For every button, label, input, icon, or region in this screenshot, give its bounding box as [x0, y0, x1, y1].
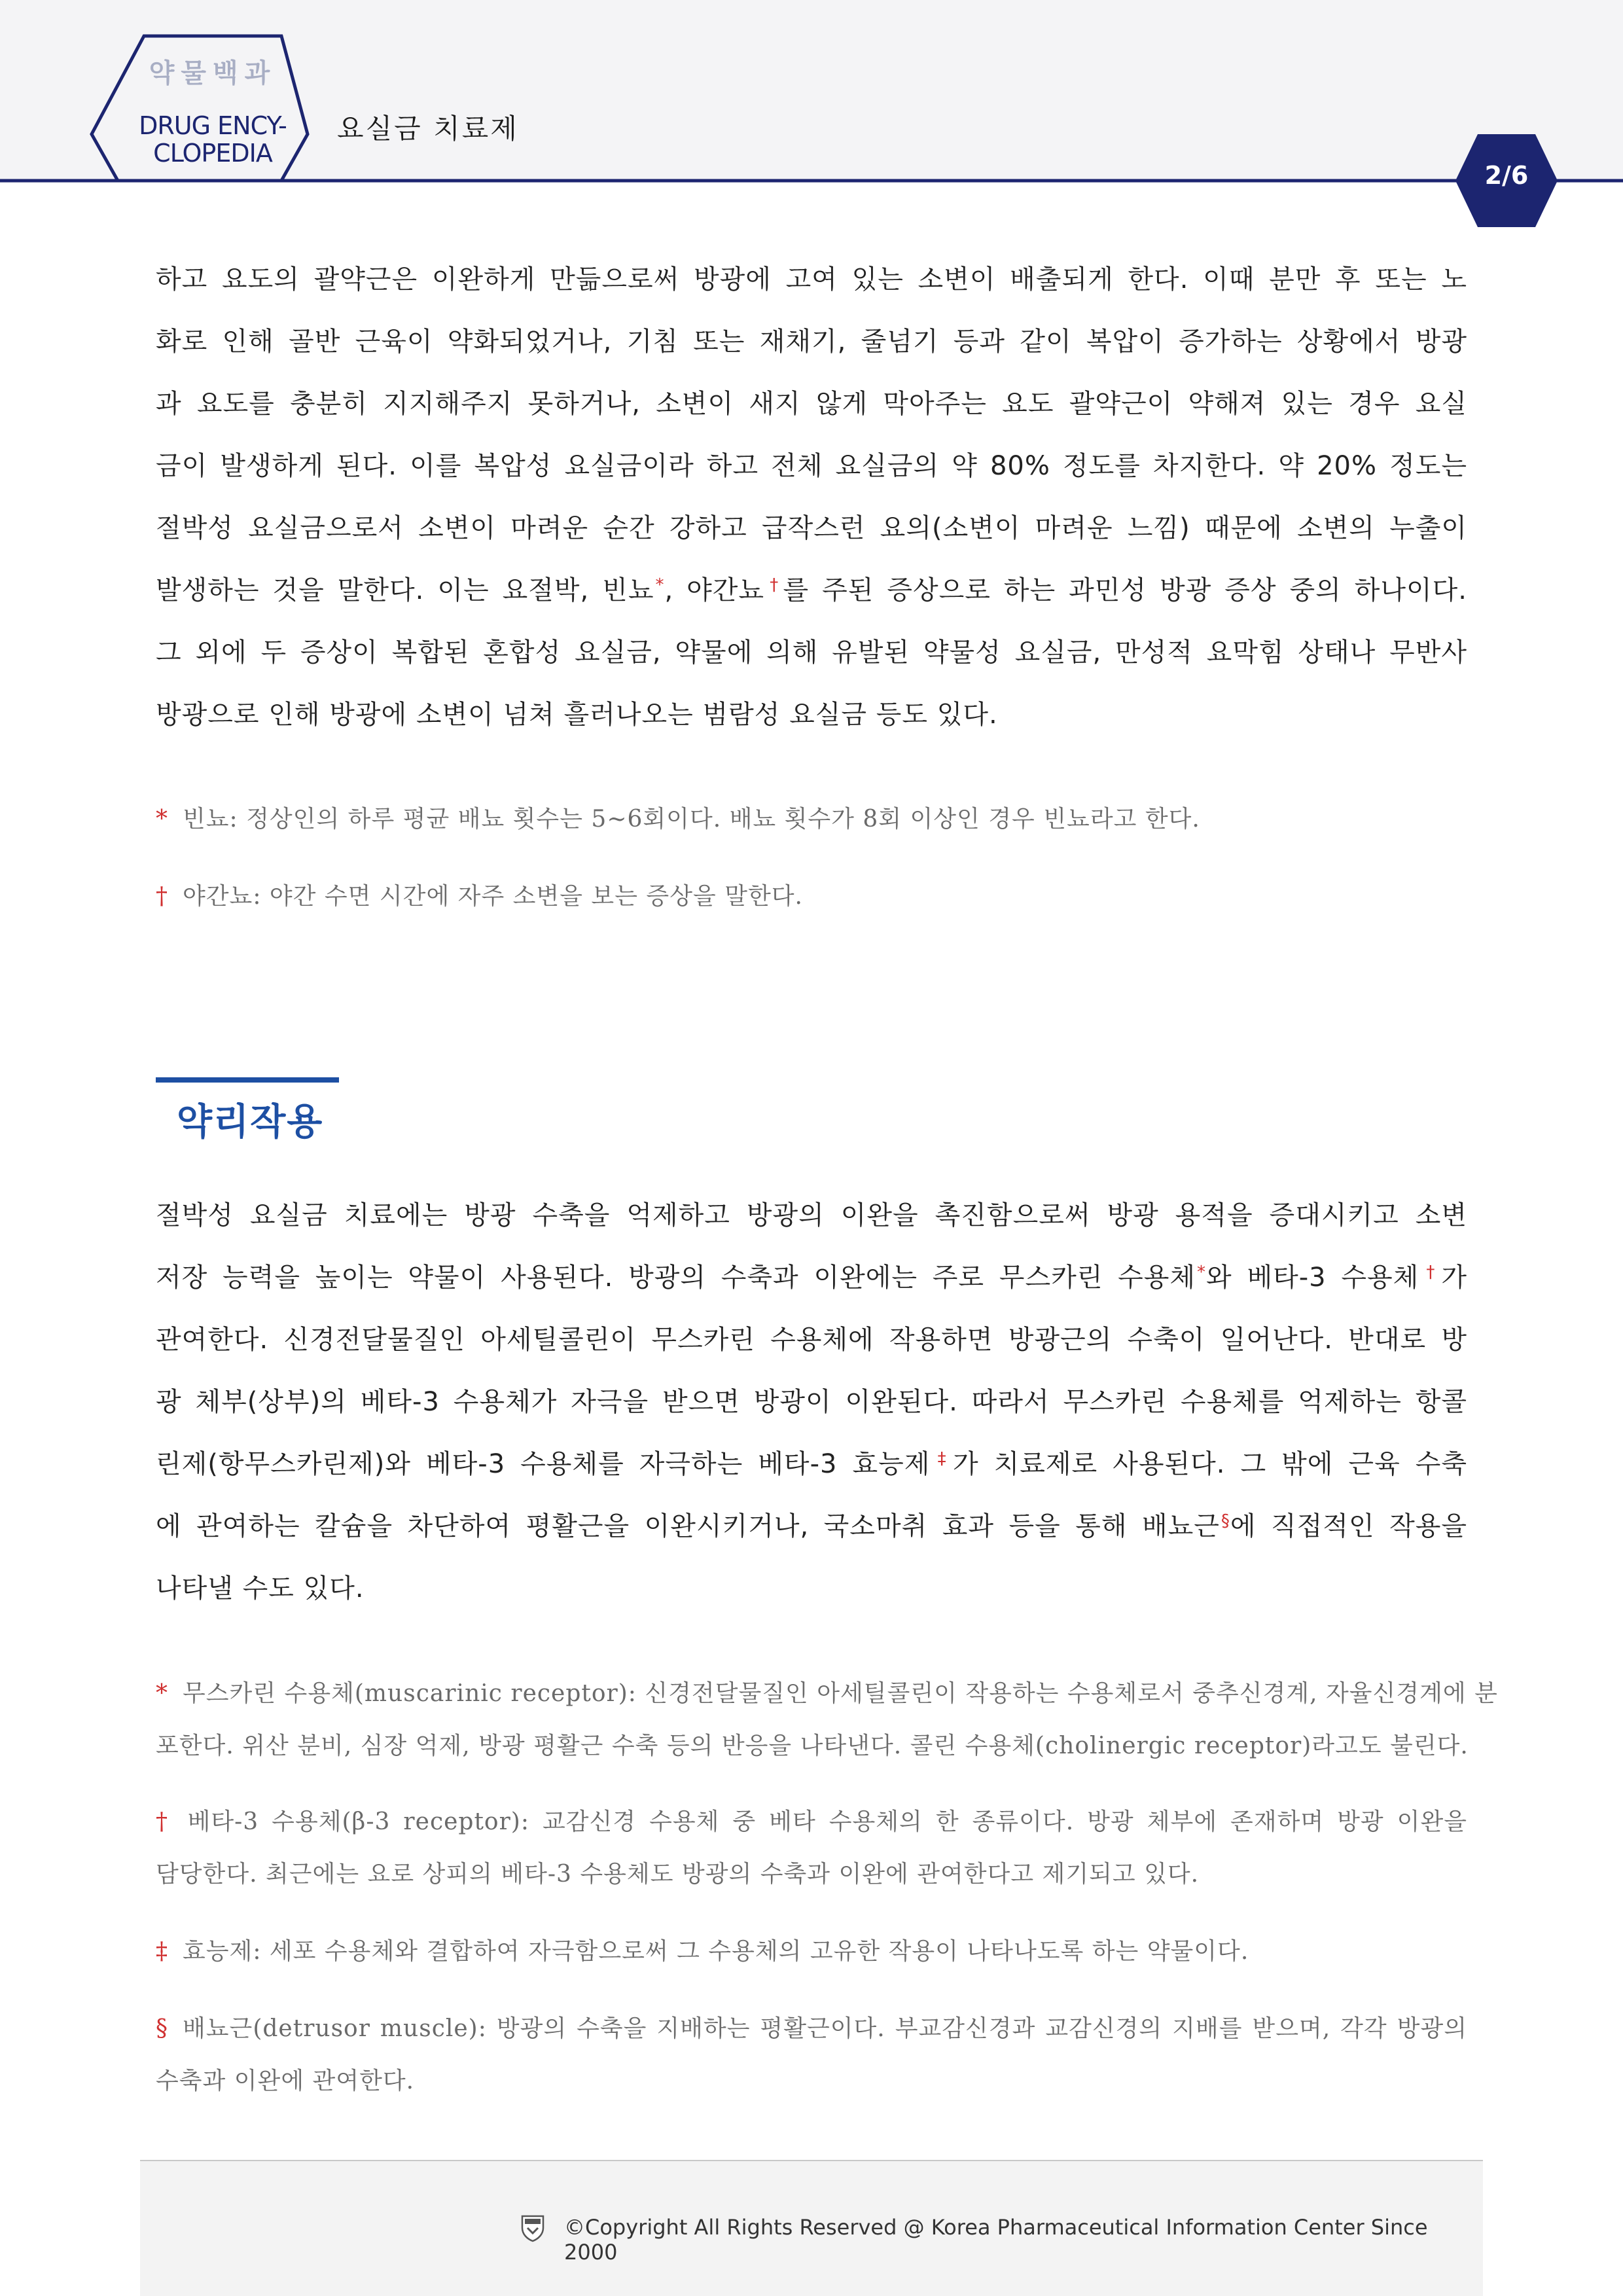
page-footer: [140, 2161, 1483, 2296]
section-title: 약리작용: [177, 1101, 324, 1143]
text-segment: 에 직접적인 작용을: [1230, 1511, 1467, 1541]
footnote-symbol: *: [156, 1680, 168, 1707]
footnote-symbol: ‡: [156, 1938, 168, 1965]
text-line: 절박성 요실금으로서 소변이 마려운 순간 강하고 급작스런 요의(소변이 마려운 느낌) 때문에 소변의 누출이: [156, 513, 1467, 543]
footnote-mark: †: [766, 575, 783, 595]
text-segment: 발생하는 것을 말한다. 이는 요절박, 빈뇨: [156, 575, 654, 605]
footnote-line: [156, 1926, 1467, 1978]
footnote-line: 수축과 이완에 관여한다.: [156, 2068, 415, 2094]
footnote-text: 야간뇨: 야간 수면 시간에 자주 소변을 보는 증상을 말한다.: [183, 883, 803, 910]
text-line: 관여한다. 신경전달물질인 아세틸콜린이 무스카린 수용체에 작용하면 방광근의 수축이 일어난다. 반대로 방: [156, 1325, 1467, 1355]
text-line: 나타낼 수도 있다.: [156, 1573, 365, 1604]
footnote: [156, 793, 1467, 846]
intro-paragraph: [156, 249, 1467, 746]
footnote-text: 베타-3 수용체(β-3 receptor): 교감신경 수용체 중 베타 수용체의 한 종류이다. 방광 체부에 존재하며 방광 이완을: [187, 1808, 1468, 1835]
footnote-text: 배뇨근(detrusor muscle): 방광의 수축을 지배하는 평활근이다. 부교감신경과 교감신경의 지배를 받으며, 각각 방광의: [183, 2015, 1467, 2042]
text-segment: 가 치료제로 사용된다. 그 밖에 근육 수축: [952, 1449, 1467, 1479]
text-line: 그 외에 두 증상이 복합된 혼합성 요실금, 약물에 의해 유발된 약물성 요실금, 만성적 요막힘 상태나 무반사: [156, 637, 1467, 668]
footnote-text: 효능제: 세포 수용체와 결합하여 자극함으로써 그 수용체의 고유한 작용이 나타나도록 하는 약물이다.: [183, 1938, 1249, 1965]
page-number: 2/6: [1484, 161, 1529, 190]
footnote-line: [156, 2003, 1467, 2055]
text-line-with-marks: [156, 1433, 1467, 1496]
footnote: [156, 1668, 1498, 1772]
footnote: [156, 1796, 1467, 1901]
footnote-mark: *: [655, 575, 665, 595]
footnote: [156, 2003, 1467, 2108]
text-line: 금이 발생하게 된다. 이를 복압성 요실금이라 하고 전체 요실금의 약 80% 정도를 차지한다. 약 20% 정도는: [156, 451, 1467, 481]
footnote-symbol: †: [156, 883, 168, 910]
footnote-line: 담당한다. 최근에는 요로 상피의 베타-3 수용체도 방광의 수축과 이완에 관여한다고 제기되고 있다.: [156, 1861, 1200, 1888]
footnote-line: [156, 1796, 1467, 1848]
footnote-line: [156, 793, 1467, 846]
footnote-mark: ‡: [931, 1449, 953, 1469]
document-title: 요실금 치료제: [337, 113, 519, 145]
text-line: 하고 요도의 괄약근은 이완하게 만듦으로써 방광에 고여 있는 소변이 배출되게 한다. 이때 분만 후 또는 노: [156, 264, 1467, 295]
text-segment: 에 관여하는 칼슘을 차단하여 평활근을 이완시키거나, 국소마취 효과 등을 통해 배뇨근: [156, 1511, 1220, 1541]
footnote-symbol: §: [156, 2015, 168, 2042]
footnote: [156, 870, 1467, 923]
section-title-rule: [156, 1077, 339, 1083]
text-line-with-marks: [156, 1496, 1467, 1558]
brand-name-english-line2: CLOPEDIA: [153, 139, 272, 168]
footnote-line: [156, 870, 1467, 923]
text-line: 광 체부(상부)의 베타-3 수용체가 자극을 받으면 방광이 이완된다. 따라서 무스카린 수용체를 억제하는 항콜: [156, 1387, 1467, 1417]
footnote-symbol: †: [156, 1808, 173, 1835]
footnote-text: 빈뇨: 정상인의 하루 평균 배뇨 횟수는 5~6회이다. 배뇨 횟수가 8회 이상인 경우 빈뇨라고 한다.: [183, 806, 1200, 833]
text-segment: 가: [1441, 1263, 1468, 1293]
footnote-symbol: *: [156, 806, 168, 833]
text-line: 절박성 요실금 치료에는 방광 수축을 억제하고 방광의 이완을 촉진함으로써 방광 용적을 증대시키고 소변: [156, 1200, 1467, 1230]
text-line: 방광으로 인해 방광에 소변이 넘쳐 흘러나오는 범람성 요실금 등도 있다.: [156, 700, 998, 730]
brand-name-english-line1: DRUG ENCY-: [139, 111, 287, 140]
text-line: 과 요도를 충분히 지지해주지 못하거나, 소변이 새지 않게 막아주는 요도 괄약근이 약해져 있는 경우 요실: [156, 389, 1467, 419]
footnote-text: 무스카린 수용체(muscarinic receptor): 신경전달물질인 아세틸콜린이 작용하는 수용체로서 중추신경계, 자율신경계에 분: [183, 1680, 1498, 1707]
text-segment: 와 베타-3 수용체: [1206, 1263, 1419, 1293]
footnote-mark: *: [1197, 1263, 1207, 1282]
footnote-line: [156, 1668, 1498, 1720]
text-segment: 린제(항무스카린제)와 베타-3 수용체를 자극하는 베타-3 효능제: [156, 1449, 931, 1479]
text-line: 화로 인해 골반 근육이 약화되었거나, 기침 또는 재채기, 줄넘기 등과 같이 복압이 증가하는 상황에서 방광: [156, 327, 1467, 357]
text-line-with-marks: [156, 560, 1467, 622]
text-segment: 저장 능력을 높이는 약물이 사용된다. 방광의 수축과 이완에는 주로 무스카린 수용체: [156, 1263, 1196, 1293]
page-header: [0, 0, 1623, 183]
footnote-line: 포한다. 위산 분비, 심장 억제, 방광 평활근 수축 등의 반응을 나타낸다. 콜린 수용체(cholinergic receptor)라고도 불린다.: [156, 1732, 1469, 1759]
copyright-text: ©Copyright All Rights Reserved @ Korea Pharmaceutical Information Center Since 2000: [564, 2215, 1428, 2265]
text-segment: , 야간뇨: [664, 575, 765, 605]
footnote-mark: §: [1221, 1511, 1230, 1531]
footnote: [156, 1926, 1467, 1978]
section-paragraph: [156, 1185, 1467, 1620]
text-segment: 를 주된 증상으로 하는 과민성 방광 증상 중의 하나이다.: [783, 575, 1467, 605]
kpic-shield-icon: [520, 2214, 546, 2242]
footnote-mark: †: [1420, 1263, 1442, 1282]
text-line-with-marks: [156, 1247, 1467, 1309]
brand-name-korean: 약물백과: [149, 58, 277, 88]
